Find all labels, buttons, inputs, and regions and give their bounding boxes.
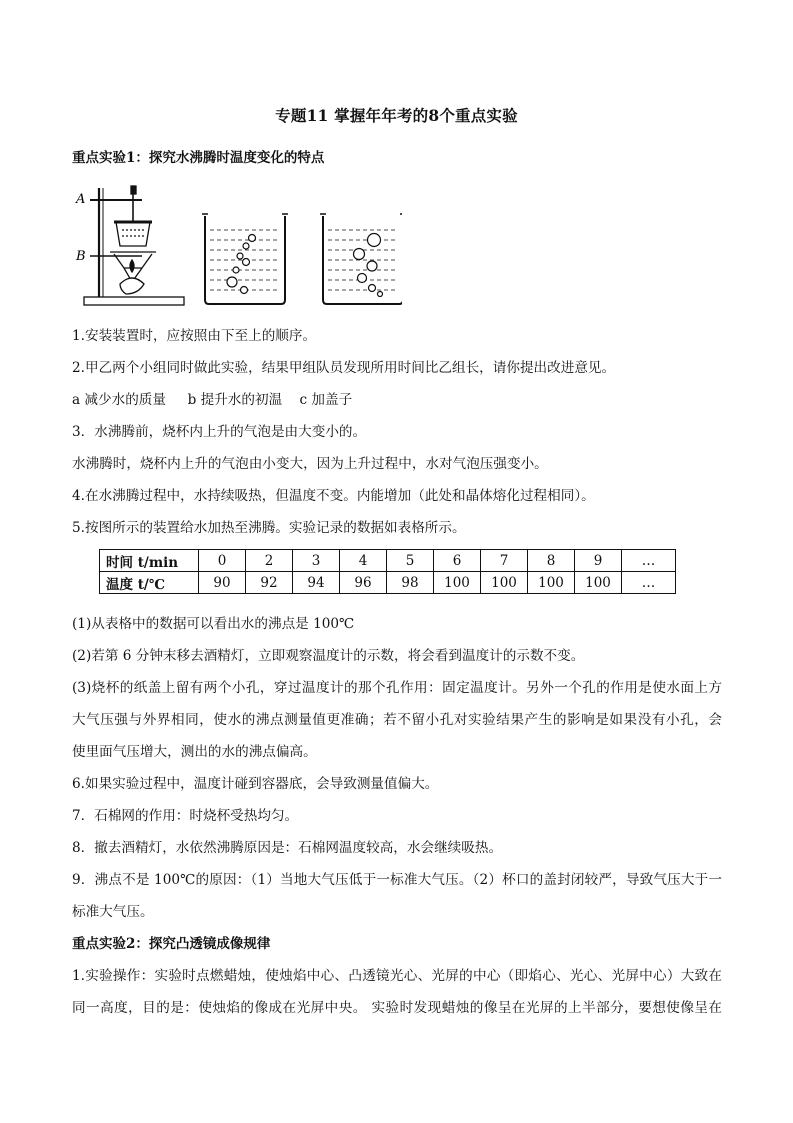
table-cell: 98	[387, 572, 434, 594]
table-cell: 8	[528, 550, 575, 572]
s2-line-2: 同一高度，目的是：使烛焰的像成在光屏中央。 实验时发现蜡烛的像呈在光屏的上半部分，要想使像呈在	[72, 1000, 722, 1016]
table-cell: 100	[481, 572, 528, 594]
table-cell: 2	[246, 550, 293, 572]
table-row-time	[100, 550, 676, 572]
section-2-heading: 重点实验2：探究凸透镜成像规律	[72, 936, 271, 952]
section-1-heading: 重点实验1：探究水沸腾时温度变化的特点	[72, 150, 325, 166]
s1-after-5: 使里面气压增大，测出的水的沸点偏高。	[72, 744, 317, 760]
s1-after-10: 标准大气压。	[72, 904, 154, 920]
beaker-2	[320, 214, 402, 304]
table-cell: 92	[246, 572, 293, 594]
data-table	[99, 549, 676, 594]
table-cell: 90	[199, 572, 246, 594]
table-cell: 7	[481, 550, 528, 572]
table-cell: 100	[575, 572, 622, 594]
s2-line-1: 1.实验操作：实验时点燃蜡烛，使烛焰中心、凸透镜光心、光屏的中心（即焰心、光心、光屏中心）大致在	[72, 968, 722, 984]
s1-after-3: (3)烧杯的纸盖上留有两个小孔，穿过温度计的那个孔作用：固定温度计。另外一个孔的作用是使水面上方	[72, 680, 722, 696]
s1-after-6: 6.如果实验过程中，温度计碰到容器底，会导致测量值偏大。	[72, 776, 439, 792]
table-row-label: 时间 t/min	[100, 550, 199, 572]
experiment-figure	[72, 178, 402, 310]
s1-line-6: 4.在水沸腾过程中，水持续吸热，但温度不变。内能增加（此处和晶体熔化过程相同）。	[72, 488, 595, 504]
s1-line-5: 水沸腾时，烧杯内上升的气泡由小变大，因为上升过程中，水对气泡压强变小。	[72, 456, 548, 472]
s1-line-4: 3．水沸腾前，烧杯内上升的气泡是由大变小的。	[72, 424, 367, 440]
s1-after-2: (2)若第 6 分钟末移去酒精灯，立即观察温度计的示数，将会看到温度计的示数不变。	[72, 648, 585, 664]
table-cell: 100	[434, 572, 481, 594]
table-cell: …	[622, 550, 676, 572]
table-row-temperature	[100, 572, 676, 594]
table-cell: 5	[387, 550, 434, 572]
label-b: B	[76, 249, 86, 264]
table-cell: 4	[340, 550, 387, 572]
page-title: 专题11 掌握年年考的8个重点实验	[275, 106, 518, 125]
s1-line-7: 5.按图所示的装置给水加热至沸腾。实验记录的数据如表格所示。	[72, 520, 466, 536]
s1-line-2: 2.甲乙两个小组同时做此实验，结果甲组队员发现所用时间比乙组长，请你提出改进意见。	[72, 360, 616, 376]
table-cell: 0	[199, 550, 246, 572]
beaker-1	[202, 214, 288, 304]
table-cell: 100	[528, 572, 575, 594]
iron-stand-apparatus	[84, 186, 184, 305]
table-cell: 9	[575, 550, 622, 572]
label-a: A	[76, 192, 86, 207]
table-cell: 94	[293, 572, 340, 594]
table-cell: 96	[340, 572, 387, 594]
s1-after-4: 大气压强与外界相同，使水的沸点测量值更准确；若不留小孔对实验结果产生的影响是如果没有小孔，会	[72, 712, 722, 728]
s1-after-7: 7．石棉网的作用：时烧杯受热均匀。	[72, 808, 299, 824]
table-row-label: 温度 t/℃	[100, 572, 199, 594]
s1-line-1: 1.安装装置时，应按照由下至上的顺序。	[72, 328, 317, 344]
s1-after-8: 8．撤去酒精灯，水依然沸腾原因是：石棉网温度较高，水会继续吸热。	[72, 840, 503, 856]
s1-line-3: a 减少水的质量 b 提升水的初温 c 加盖子	[72, 392, 353, 408]
table-cell: …	[622, 572, 676, 594]
table-cell: 6	[434, 550, 481, 572]
s1-after-9: 9．沸点不是 100℃的原因：（1）当地大气压低于一标准大气压。（2）杯口的盖封闭较严，导致气压大于一	[72, 872, 722, 888]
table-cell: 3	[293, 550, 340, 572]
s1-after-1: (1)从表格中的数据可以看出水的沸点是 100℃	[72, 616, 355, 632]
